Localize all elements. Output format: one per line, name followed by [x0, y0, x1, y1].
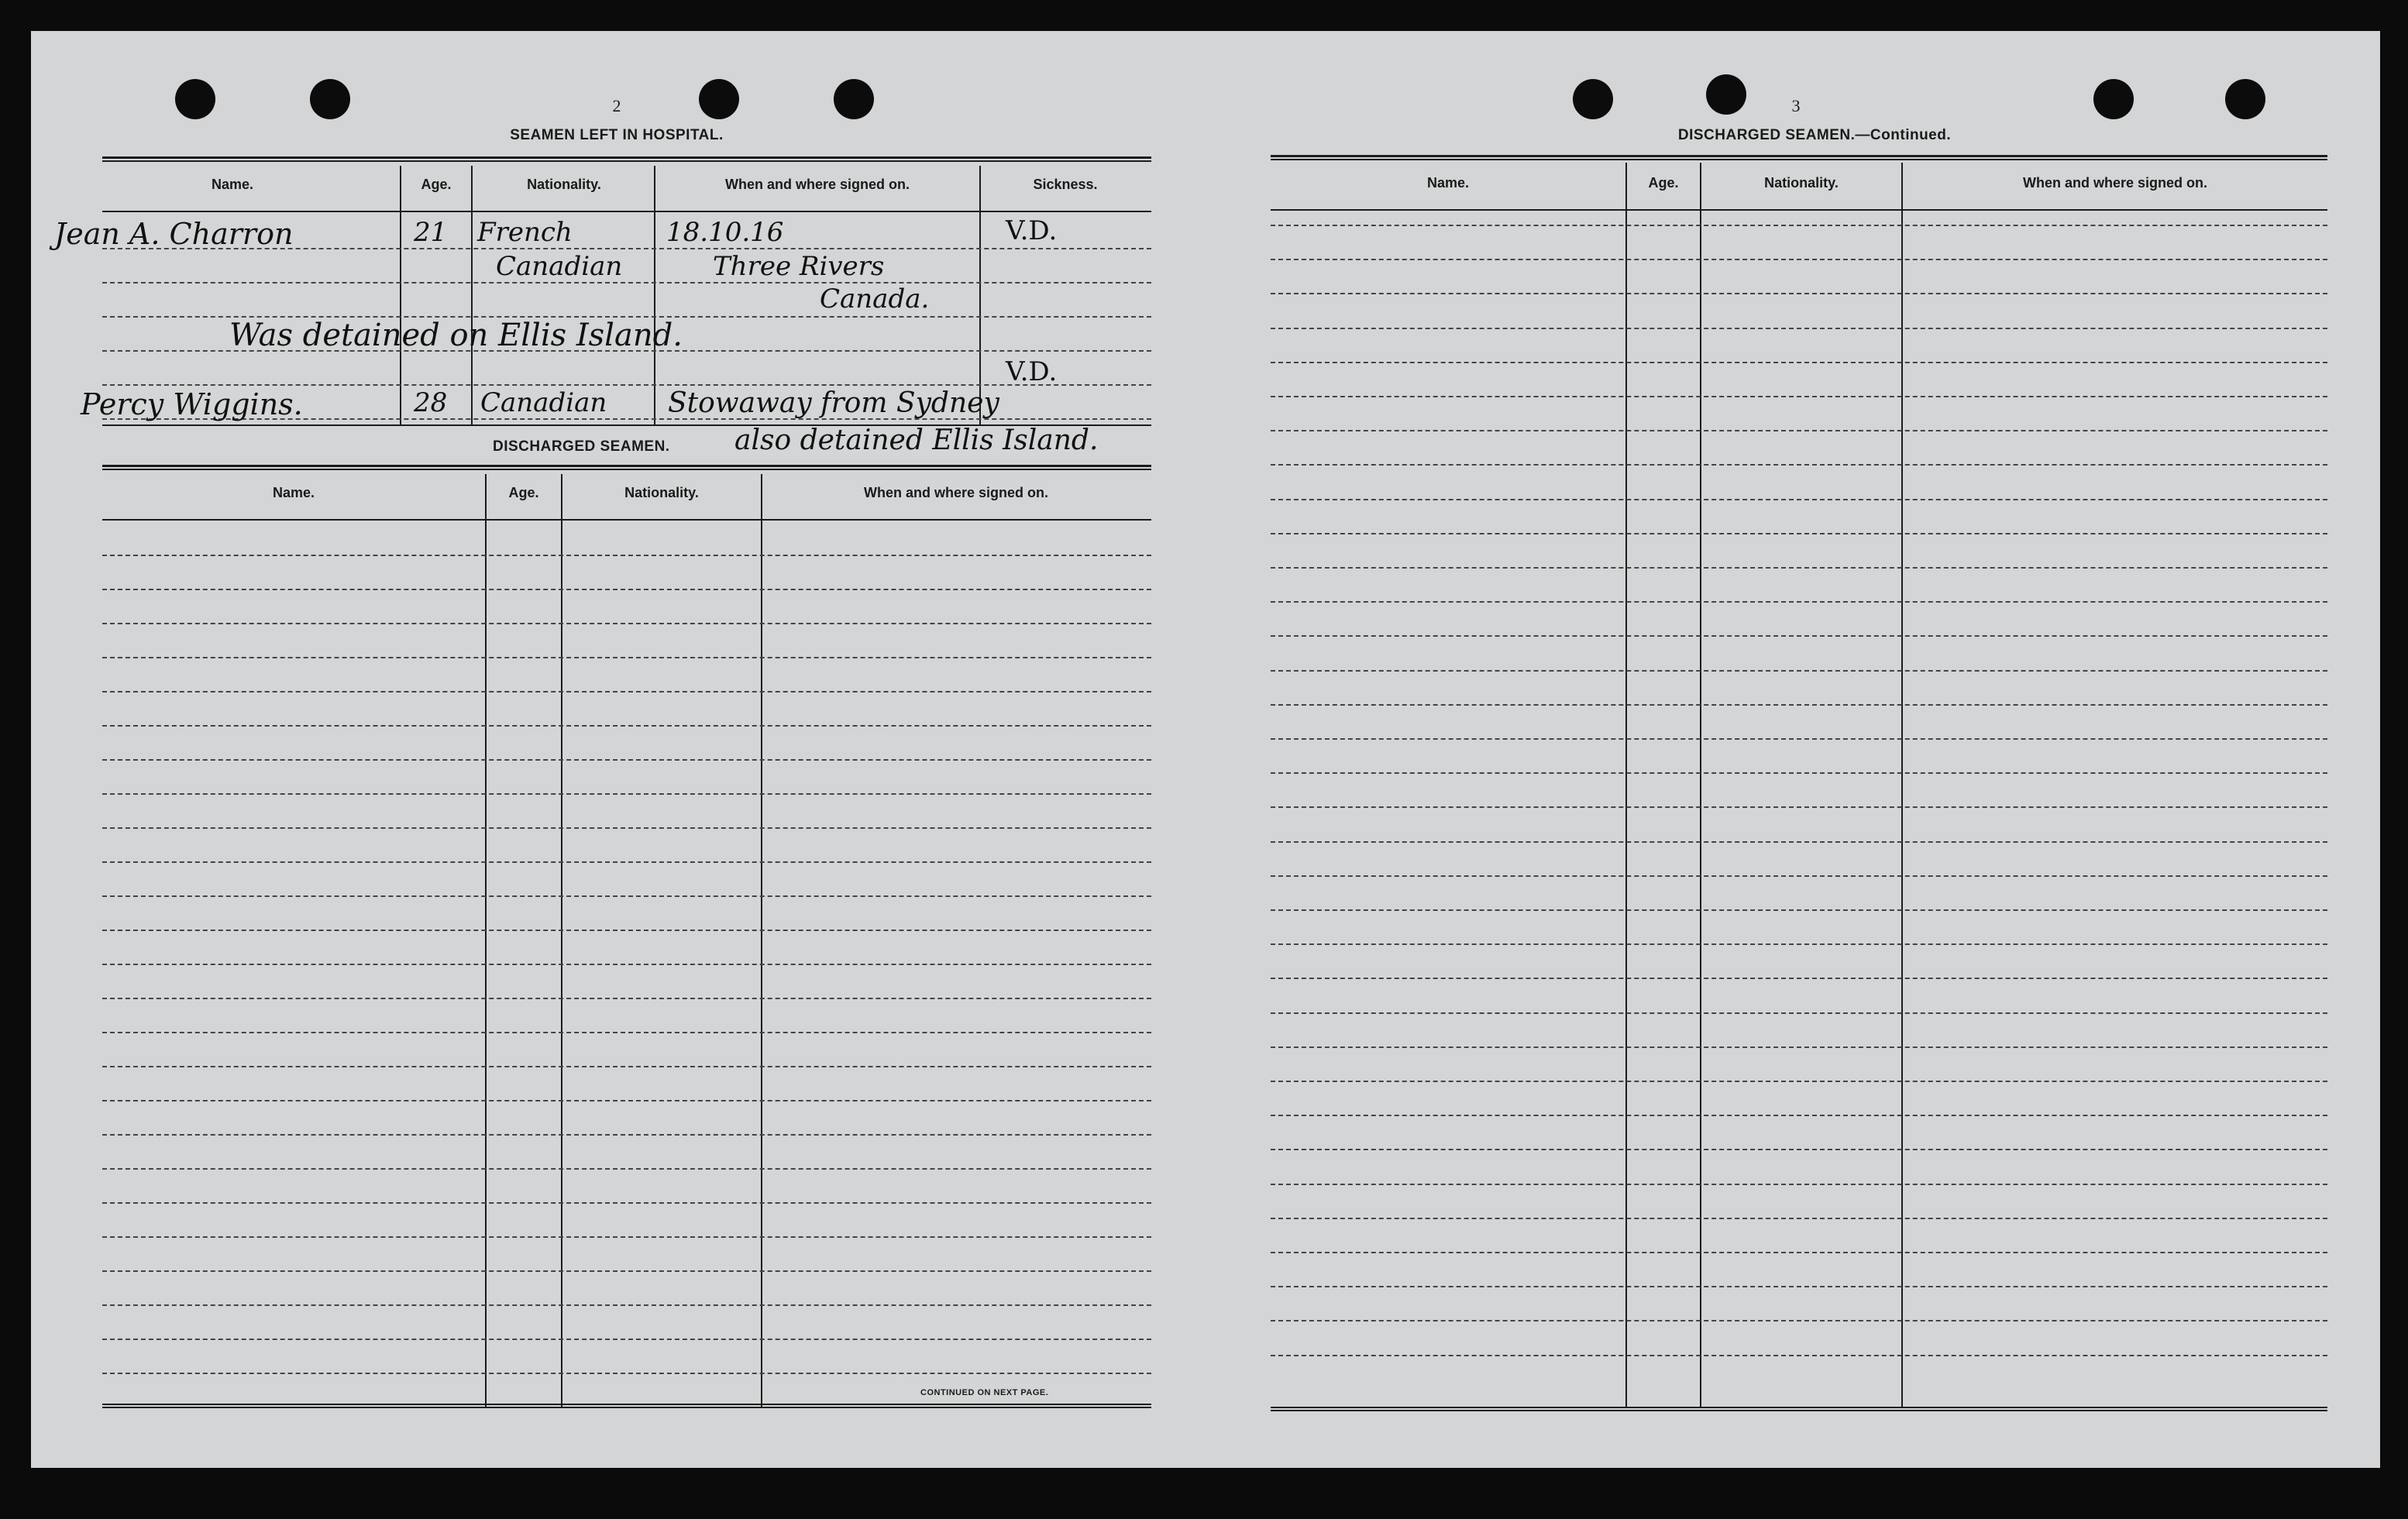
- entry-line: [1271, 1355, 2327, 1356]
- entry-line: [1271, 567, 2327, 569]
- entry-line: [102, 725, 1151, 727]
- entry-line: [1271, 259, 2327, 260]
- entry-line: [102, 1032, 1151, 1033]
- entry-line: [102, 1339, 1151, 1340]
- entry-line: [1271, 396, 2327, 397]
- entry-line: [102, 1066, 1151, 1067]
- entry-line: [102, 861, 1151, 863]
- entry-line: [102, 1168, 1151, 1170]
- entry-line: [102, 793, 1151, 795]
- entry-line: [1271, 772, 2327, 774]
- punch-hole: [2225, 79, 2265, 119]
- entry-line: [1271, 1184, 2327, 1185]
- col-header-signed-on: When and where signed on.: [724, 177, 910, 192]
- entry-1-signed-on-date: 18.10.16: [666, 217, 784, 248]
- entry-line: [1271, 1218, 2327, 1219]
- punch-hole: [834, 79, 874, 119]
- entry-line: [102, 1236, 1151, 1238]
- entry-line: [1271, 704, 2327, 706]
- col-divider: [761, 474, 762, 1408]
- entry-line: [102, 827, 1151, 829]
- entry-line: [102, 623, 1151, 624]
- entry-line: [1271, 362, 2327, 363]
- entry-line: [1271, 670, 2327, 672]
- punch-hole: [1706, 74, 1746, 115]
- detained-note: Was detained on Ellis Island.: [229, 318, 683, 353]
- col-header-signed-on: When and where signed on.: [2022, 175, 2208, 191]
- entry-1-signed-on-place: Three Rivers: [713, 251, 885, 282]
- entry-line: [102, 1270, 1151, 1272]
- entry-1-age: 21: [414, 217, 448, 248]
- also-detained-note: also detained Ellis Island.: [734, 424, 1099, 456]
- discharged-continued-title: DISCHARGED SEAMEN.—Continued.: [1677, 127, 1952, 143]
- rule: [102, 156, 1151, 159]
- entry-line: [1271, 909, 2327, 911]
- entry-1-nationality-2: Canadian: [496, 251, 623, 282]
- entry-2-name: Percy Wiggins.: [81, 387, 303, 421]
- entry-line: [1271, 1115, 2327, 1116]
- col-divider: [561, 474, 562, 1408]
- page-number-right: 3: [1791, 96, 1801, 115]
- entry-line: [102, 1202, 1151, 1204]
- entry-line: [1271, 841, 2327, 843]
- rule: [1271, 209, 2327, 211]
- punch-hole: [2093, 79, 2134, 119]
- col-header-nationality: Nationality.: [1764, 175, 1839, 191]
- rule: [1271, 155, 2327, 157]
- document-sheet: [31, 31, 2380, 1468]
- rule: [102, 1404, 1151, 1405]
- entry-line: [1271, 1286, 2327, 1287]
- entry-1-name: Jean A. Charron: [54, 217, 294, 251]
- punch-hole: [310, 79, 350, 119]
- rule: [102, 519, 1151, 521]
- entry-1-nationality-1: French: [477, 217, 573, 248]
- col-header-age: Age.: [508, 485, 539, 500]
- entry-line: [102, 691, 1151, 692]
- hospital-section-title: SEAMEN LEFT IN HOSPITAL.: [510, 127, 724, 143]
- entry-line: [102, 589, 1151, 590]
- entry-line: [102, 657, 1151, 658]
- entry-line: [102, 1100, 1151, 1101]
- entry-line: [1271, 499, 2327, 500]
- entry-2-sickness: V.D.: [1006, 356, 1058, 387]
- entry-line: [1271, 225, 2327, 226]
- col-header-nationality: Nationality.: [527, 177, 601, 192]
- entry-line: [1271, 533, 2327, 534]
- entry-2-age: 28: [414, 387, 448, 418]
- entry-line: [1271, 806, 2327, 808]
- col-divider: [1901, 163, 1903, 1408]
- col-divider: [1625, 163, 1627, 1408]
- punch-hole: [699, 79, 739, 119]
- rule: [102, 469, 1151, 470]
- discharged-section-title: DISCHARGED SEAMEN.: [493, 438, 670, 455]
- entry-line: [1271, 1320, 2327, 1321]
- entry-line: [102, 930, 1151, 931]
- entry-line: [1271, 1252, 2327, 1253]
- col-header-name: Name.: [272, 485, 315, 500]
- entry-line: [102, 1373, 1151, 1374]
- col-header-age: Age.: [421, 177, 452, 192]
- rule: [102, 1407, 1151, 1408]
- entry-line: [102, 964, 1151, 965]
- page-number-left: 2: [612, 96, 621, 115]
- entry-line: [1271, 293, 2327, 294]
- entry-line: [1271, 1081, 2327, 1082]
- entry-line: [1271, 1149, 2327, 1150]
- entry-line: [1271, 464, 2327, 466]
- entry-line: [1271, 943, 2327, 945]
- rule: [102, 160, 1151, 162]
- entry-2-nationality: Canadian: [480, 387, 607, 418]
- entry-line: [1271, 1046, 2327, 1048]
- rule: [102, 211, 1151, 212]
- col-header-name: Name.: [211, 177, 254, 192]
- entry-line: [1271, 978, 2327, 979]
- entry-1-signed-on-country: Canada.: [820, 284, 930, 314]
- punch-hole: [1573, 79, 1613, 119]
- col-header-age: Age.: [1648, 175, 1679, 191]
- entry-line: [1271, 1012, 2327, 1014]
- continued-footer: CONTINUED ON NEXT PAGE.: [920, 1388, 1049, 1397]
- entry-1-sickness: V.D.: [1006, 215, 1058, 246]
- entry-line: [1271, 875, 2327, 877]
- entry-line: [1271, 601, 2327, 603]
- entry-line: [102, 555, 1151, 556]
- col-header-nationality: Nationality.: [624, 485, 699, 500]
- entry-line: [102, 1304, 1151, 1306]
- punch-hole: [175, 79, 215, 119]
- col-divider: [1700, 163, 1701, 1408]
- entry-line: [102, 1134, 1151, 1136]
- entry-line: [1271, 635, 2327, 637]
- rule: [1271, 1407, 2327, 1408]
- rule: [1271, 1410, 2327, 1411]
- col-header-name: Name.: [1426, 175, 1470, 191]
- entry-line: [1271, 738, 2327, 740]
- col-header-signed-on: When and where signed on.: [863, 485, 1049, 500]
- col-header-sickness: Sickness.: [1033, 177, 1098, 192]
- entry-line: [102, 759, 1151, 761]
- entry-2-signed-on: Stowaway from Sydney: [668, 387, 999, 419]
- entry-line: [1271, 328, 2327, 329]
- entry-line: [102, 384, 1151, 386]
- entry-line: [102, 998, 1151, 999]
- rule: [102, 465, 1151, 467]
- rule: [1271, 159, 2327, 160]
- entry-line: [102, 895, 1151, 897]
- col-divider: [485, 474, 487, 1408]
- entry-line: [1271, 430, 2327, 431]
- entry-line: [102, 282, 1151, 284]
